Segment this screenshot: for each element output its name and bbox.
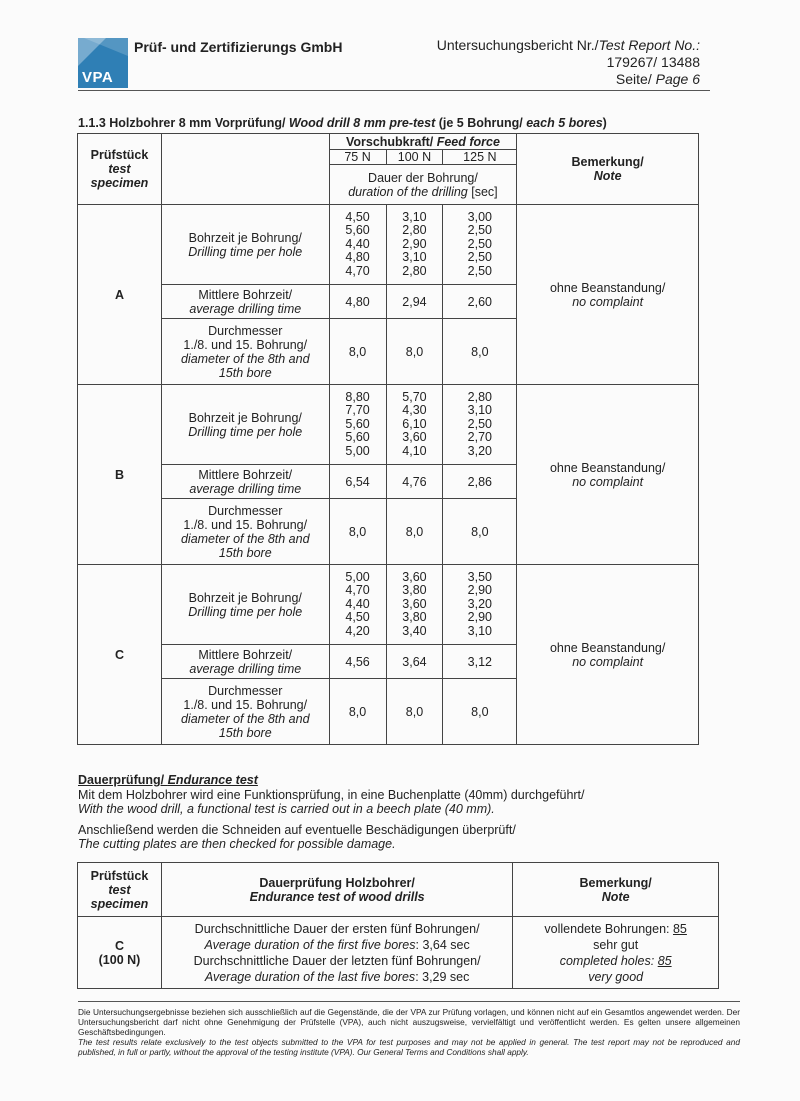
t2-note-cell [513,917,719,989]
col-specimen-en-1: test [108,162,131,176]
time-value: 6,10 [402,416,427,431]
endurance-heading-en: Endurance test [167,773,258,787]
t2-completed-value-de: 85 [672,921,687,936]
time-value: 5,60 [345,223,370,238]
section-title-de: 1.1.3 Holzbohrer 8 mm Vorprüfung/ [78,116,289,130]
endurance-p1-de: Mit dem Holzbohrer wird eine Funktionsprüfung, in eine Buchenplatte (40mm) durchgeführt/ [78,787,585,802]
avg-value: 3,12 [443,645,517,679]
time-value: 2,80 [402,223,427,238]
times-cell [386,205,443,285]
diam-label-en-1: diameter of the 8th and [180,351,310,366]
note-header-de: Bemerkung/ [571,155,644,169]
avg-value: 4,56 [329,645,386,679]
diam-label-de-1: Durchmesser [208,503,283,518]
time-value: 4,20 [345,623,370,638]
force-125: 125 N [443,150,517,165]
time-value: 5,60 [345,416,370,431]
endurance-p2-de: Anschließend werden die Schneiden auf eventuelle Beschädigungen überprüft/ [78,822,516,837]
endurance-heading [78,773,718,788]
t2-line1-de: Durchschnittliche Dauer der ersten fünf Bohrungen/ [194,921,480,936]
time-value: 2,50 [467,416,493,431]
t2-note-de: Bemerkung/ [579,875,652,890]
drilling-label-de: Bohrzeit je Bohrung/ [188,230,302,245]
page-footer [78,1001,740,1057]
times-cell [443,205,517,285]
t2-test-en: Endurance test of wood drills [249,889,425,904]
endurance-table [77,862,719,989]
footer-disclaimer-de: Die Untersuchungsergebnisse beziehen sich ausschließlich auf die Gegenstände, die der VPA zur Prüfung vorlagen, und können nicht auf ein Gesamtlos angewendet werden. Der Untersuchungsbericht darf nicht ohne Genehmigung der Prüfstelle (VPA), auch nicht auszugsweise, vervielfältigt und veröffentlicht werden. Es gelten unsere allgemeinen Geschäftsbedingungen. [78,1007,740,1037]
page-label-en: Page 6 [655,71,700,87]
avg-time-label [161,645,329,679]
note-en: no complaint [572,294,644,309]
diam-label-en-1: diameter of the 8th and [180,531,310,546]
t2-note-header [513,863,719,917]
specimen-b-label: B [78,385,162,565]
t2-specimen-header [78,863,162,917]
time-value: 4,80 [345,250,370,265]
diam-label-de-2: 1./8. und 15. Bohrung/ [183,337,308,352]
time-value: 2,80 [402,263,427,278]
specimen-c-note [517,565,699,745]
section-title-suffix-en: each 5 bores [526,116,603,130]
t2-completed-de: vollendete Bohrungen: [544,921,673,936]
times-cell [329,385,386,465]
report-label-en: Test Report No.: [598,37,700,53]
vpa-logo [78,38,128,88]
time-value: 2,50 [467,250,493,265]
t2-specimen-en-1: test [108,882,131,897]
times-cell [443,385,517,465]
col-note-header [517,134,699,205]
time-value: 3,40 [402,623,427,638]
avg-value: 2,60 [443,285,517,319]
diameter-value: 8,0 [329,319,386,385]
diameter-value: 8,0 [443,679,517,745]
diameter-label [161,679,329,745]
time-value: 2,90 [467,583,493,598]
note-en: no complaint [572,474,644,489]
section-title-close: ) [602,116,607,130]
diameter-value: 8,0 [386,679,443,745]
t2-line2-value: : 3,29 sec [415,969,470,984]
time-value: 2,80 [467,389,493,404]
drilling-label-en: Drilling time per hole [188,604,303,619]
avg-time-label [161,285,329,319]
diameter-value: 8,0 [329,499,386,565]
duration-unit: [sec] [467,184,498,199]
time-value: 3,50 [467,569,493,584]
report-number: 179267/ 13488 [606,54,700,70]
time-value: 3,10 [467,403,493,418]
times-cell [329,565,386,645]
time-value: 3,60 [402,569,427,584]
time-value: 2,70 [467,430,493,445]
diameter-label [161,499,329,565]
feed-force-header [329,134,517,150]
time-value: 3,20 [467,596,493,611]
t2-line1-value: : 3,64 sec [415,937,470,952]
diameter-value: 8,0 [386,319,443,385]
times-cell [329,205,386,285]
endurance-p2-en: The cutting plates are then checked for possible damage. [78,837,396,851]
time-value: 3,10 [467,623,493,638]
time-value: 5,70 [402,389,427,404]
time-value: 3,10 [402,250,427,265]
diameter-value: 8,0 [329,679,386,745]
specimen-c-label: C [78,565,162,745]
t2-line2-en: Average duration of the last five bores [204,969,416,984]
note-de: ohne Beanstandung/ [549,640,666,655]
time-value: 4,40 [345,236,370,251]
company-name: Prüf- und Zertifizierungs GmbH [134,39,343,55]
diameter-value: 8,0 [386,499,443,565]
report-label-de: Untersuchungsbericht Nr./ [436,37,599,53]
note-header-en: Note [593,169,622,183]
time-value: 2,90 [467,610,493,625]
drilling-label-de: Bohrzeit je Bohrung/ [188,590,302,605]
avg-value: 3,64 [386,645,443,679]
time-value: 4,40 [345,596,370,611]
time-value: 2,50 [467,263,493,278]
diam-label-en-1: diameter of the 8th and [180,711,310,726]
times-cell [443,565,517,645]
duration-de: Dauer der Bohrung/ [368,170,478,185]
diam-label-en-2: 15th bore [218,725,272,740]
col-specimen-header [78,134,162,205]
section-title [78,116,607,130]
t2-completed-value-en: 85 [657,953,672,968]
diam-label-de-2: 1./8. und 15. Bohrung/ [183,517,308,532]
t2-specimen-en-2: specimen [90,896,149,911]
specimen-a-note [517,205,699,385]
col-specimen-de: Prüfstück [90,148,149,162]
footer-disclaimer-en: The test results relate exclusively to the test objects submitted to the VPA for test purposes and may not be applied in general. The test report may not be reproduced and published, in full or partly, without the approval of the testing institute (VPA). Our General Terms and Conditions shall apply. [78,1037,740,1057]
section-title-en: Wood drill 8 mm pre-test [288,116,436,130]
avg-label-de: Mittlere Bohrzeit/ [198,647,293,662]
t2-specimen-id: C [114,938,124,953]
t2-good-de: sehr gut [593,937,639,952]
avg-label-en: average drilling time [189,301,302,316]
feed-force-en: Feed force [436,134,500,149]
specimen-a-label: A [78,205,162,385]
t2-completed-en: completed holes: [559,953,658,968]
time-value: 4,30 [402,403,427,418]
specimen-b-note [517,385,699,565]
time-value: 3,20 [467,443,493,458]
avg-value: 2,86 [443,465,517,499]
time-value: 2,50 [467,236,493,251]
diam-label-de-2: 1./8. und 15. Bohrung/ [183,697,308,712]
drilling-label-en: Drilling time per hole [188,424,303,439]
note-en: no complaint [572,654,644,669]
time-value: 4,70 [345,583,370,598]
time-value: 3,60 [402,596,427,611]
avg-label-en: average drilling time [189,661,302,676]
diam-label-de-1: Durchmesser [208,323,283,338]
t2-test-de: Dauerprüfung Holzbohrer/ [259,875,415,890]
diameter-value: 8,0 [443,499,517,565]
avg-value: 4,80 [329,285,386,319]
t2-specimen-cell [78,917,162,989]
drilling-time-label [161,385,329,465]
time-value: 3,80 [402,610,427,625]
avg-value: 6,54 [329,465,386,499]
time-value: 8,80 [345,389,370,404]
time-value: 4,50 [345,209,370,224]
t2-test-header [161,863,512,917]
time-value: 2,50 [467,223,493,238]
drilling-time-label [161,565,329,645]
t2-test-cell [161,917,512,989]
endurance-section [78,773,718,852]
page-header [78,28,710,91]
t2-note-en: Note [601,889,630,904]
diam-label-en-2: 15th bore [218,365,272,380]
t2-specimen-force: (100 N) [98,952,141,967]
force-75: 75 N [329,150,386,165]
t2-line2-de: Durchschnittliche Dauer der letzten fünf Bohrungen/ [193,953,481,968]
drilling-label-en: Drilling time per hole [188,244,303,259]
note-de: ohne Beanstandung/ [549,460,666,475]
drilling-time-label [161,205,329,285]
endurance-heading-de: Dauerprüfung/ [78,773,168,787]
time-value: 3,10 [402,209,427,224]
time-value: 5,00 [345,443,370,458]
col-specimen-en-2: specimen [90,176,149,190]
pre-test-table [77,133,699,745]
logo-text: VPA [82,69,114,86]
page-label-de: Seite/ [615,71,656,87]
diameter-label [161,319,329,385]
time-value: 2,90 [402,236,427,251]
times-cell [386,565,443,645]
avg-value: 2,94 [386,285,443,319]
diam-label-de-1: Durchmesser [208,683,283,698]
time-value: 3,80 [402,583,427,598]
t2-good-en: very good [588,969,644,984]
avg-time-label [161,465,329,499]
drilling-label-de: Bohrzeit je Bohrung/ [188,410,302,425]
report-info [437,37,700,88]
force-100: 100 N [386,150,443,165]
t2-specimen-de: Prüfstück [90,868,149,883]
time-value: 4,10 [402,443,427,458]
diameter-value: 8,0 [443,319,517,385]
time-value: 5,00 [345,569,370,584]
note-de: ohne Beanstandung/ [549,280,666,295]
time-value: 5,60 [345,430,370,445]
avg-label-de: Mittlere Bohrzeit/ [198,287,293,302]
time-value: 3,00 [467,209,493,224]
endurance-p1-en: With the wood drill, a functional test is carried out in a beech plate (40 mm). [78,802,495,816]
avg-value: 4,76 [386,465,443,499]
section-title-suffix-de: (je 5 Bohrung/ [435,116,527,130]
time-value: 4,70 [345,263,370,278]
time-value: 4,50 [345,610,370,625]
diam-label-en-2: 15th bore [218,545,272,560]
duration-en: duration of the drilling [348,184,468,199]
col-label-header [161,134,329,205]
t2-line1-en: Average duration of the first five bores [204,937,416,952]
feed-force-de: Vorschubkraft/ [345,134,437,149]
time-value: 7,70 [345,403,370,418]
avg-label-de: Mittlere Bohrzeit/ [198,467,293,482]
times-cell [386,385,443,465]
time-value: 3,60 [402,430,427,445]
duration-header [329,165,517,205]
avg-label-en: average drilling time [189,481,302,496]
